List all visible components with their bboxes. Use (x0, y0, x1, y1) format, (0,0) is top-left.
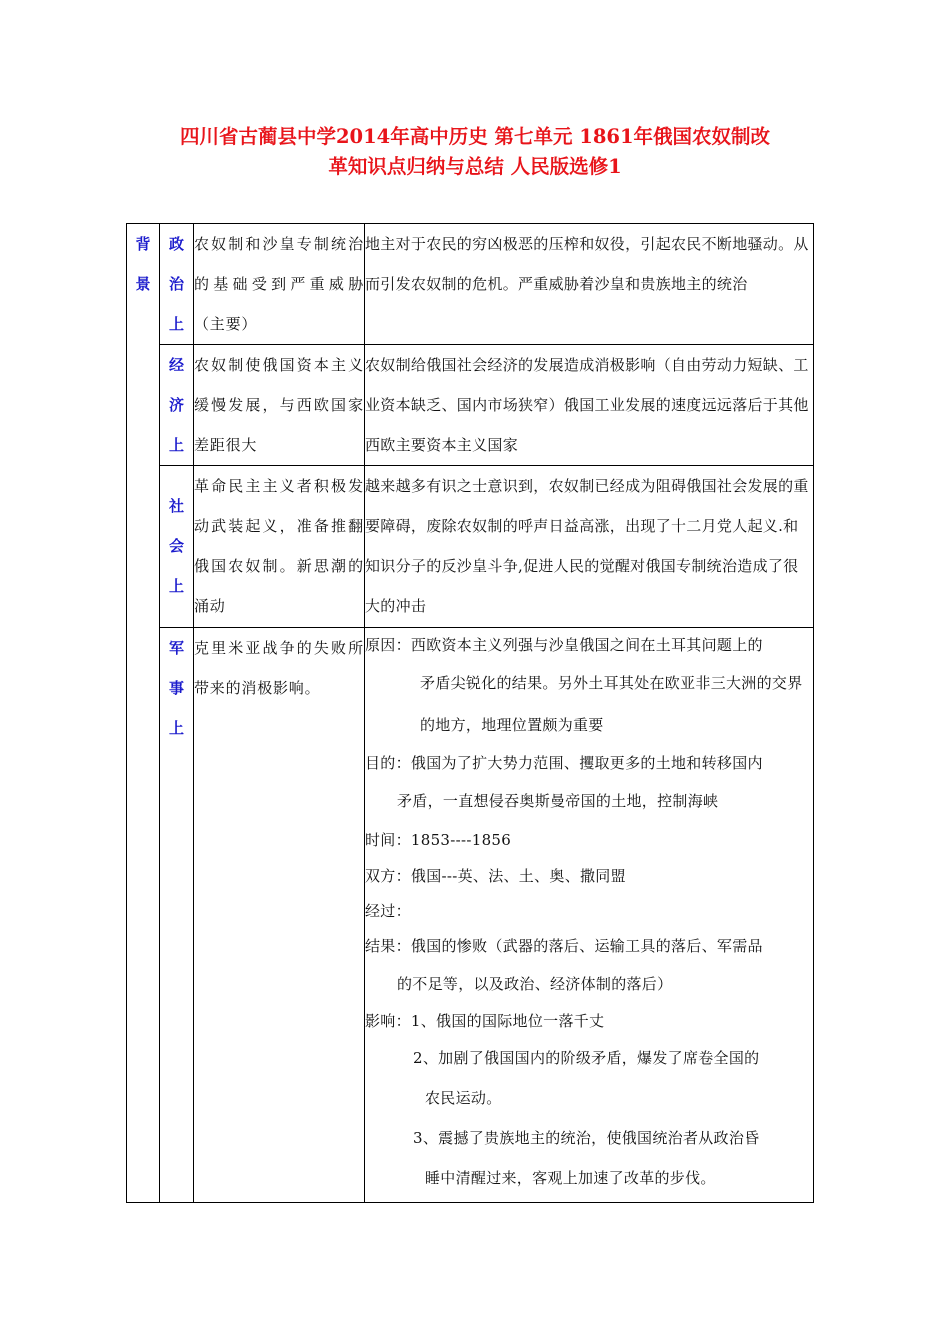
label-char: 事 (168, 679, 184, 697)
label-char: 军 (168, 639, 184, 657)
label-char: 上 (168, 436, 184, 454)
category-cell-background (127, 224, 160, 1203)
table-row-society (127, 466, 814, 628)
label-char: 经 (168, 356, 184, 374)
summary-cell-economy: 农奴制使俄国资本主义缓慢发展，与西欧国家差距很大 (194, 345, 365, 466)
impact-line-2: 2、加剧了俄国国内的阶级矛盾，爆发了席卷全国的 (413, 1049, 760, 1067)
document-title (120, 122, 830, 182)
title-line-2: 革知识点归纳与总结 人民版选修1 (328, 155, 622, 178)
label-char: 社 (168, 497, 184, 515)
impact-line-3-continuation: 睡中清醒过来，客观上加速了改革的步伐。 (425, 1169, 716, 1187)
impact-line-1: 影响：1、俄国的国际地位一落千丈 (365, 1012, 605, 1030)
table-row-military (127, 628, 814, 1203)
label-char: 治 (168, 275, 184, 293)
summary-cell-politics: 农奴制和沙皇专制统治的基础受到严重威胁（主要） (194, 224, 365, 345)
detail-cell-economy: 农奴制给俄国社会经济的发展造成消极影响（自由劳动力短缺、工业资本缺乏、国内市场狭窄）俄国工业发展的速度远远落后于其他西欧主要资本主义国家 (365, 345, 814, 466)
summary-cell-military: 克里米亚战争的失败所带来的消极影响。 (194, 628, 365, 1203)
row-label-military (160, 628, 194, 1203)
detail-cell-military (365, 628, 814, 1203)
result-continuation: 的不足等，以及政治、经济体制的落后） (397, 975, 673, 993)
category-char: 背 (135, 235, 151, 253)
aim-continuation: 矛盾，一直想侵吞奥斯曼帝国的土地，控制海峡 (397, 792, 719, 810)
process-line: 经过： (365, 902, 411, 920)
label-char: 会 (168, 537, 184, 555)
summary-table (126, 223, 814, 1203)
row-label-economy (160, 345, 194, 466)
cause-line: 原因：西欧资本主义列强与沙皇俄国之间在土耳其问题上的 (365, 636, 763, 654)
table-row-politics (127, 224, 814, 345)
label-char: 上 (168, 577, 184, 595)
label-char: 济 (168, 396, 184, 414)
label-char: 上 (168, 719, 184, 737)
impact-line-3: 3、震撼了贵族地主的统治，使俄国统治者从政治昏 (413, 1129, 760, 1147)
row-label-politics (160, 224, 194, 345)
time-line: 时间：1853----1856 (365, 831, 512, 849)
summary-cell-society: 革命民主主义者积极发动武装起义，准备推翻俄国农奴制。新思潮的涌动 (194, 466, 365, 628)
detail-cell-society: 越来越多有识之士意识到，农奴制已经成为阻碍俄国社会发展的重要障碍，废除农奴制的呼声日益高涨，出现了十二月党人起义.和知识分子的反沙皇斗争,促进人民的觉醒对俄国专制统治造成了很大的冲击 (365, 466, 814, 628)
result-line: 结果：俄国的惨败（武器的落后、运输工具的落后、军需品 (365, 937, 763, 955)
row-label-society (160, 466, 194, 628)
category-char: 景 (135, 275, 151, 293)
sides-line: 双方：俄国---英、法、土、奥、撒同盟 (365, 867, 626, 885)
aim-line: 目的：俄国为了扩大势力范围、攫取更多的土地和转移国内 (365, 754, 763, 772)
title-line-1: 四川省古蔺县中学2014年高中历史 第七单元 1861年俄国农奴制改 (179, 125, 771, 148)
label-char: 上 (168, 315, 184, 333)
table-row-economy (127, 345, 814, 466)
cause-continuation: 矛盾尖锐化的结果。另外土耳其处在欧亚非三大洲的交界的地方，地理位置颇为重要 (420, 674, 803, 734)
detail-cell-politics: 地主对于农民的穷凶极恶的压榨和奴役，引起农民不断地骚动。从而引发农奴制的危机。严重威胁着沙皇和贵族地主的统治 (365, 224, 814, 345)
label-char: 政 (168, 235, 184, 253)
impact-line-2-continuation: 农民运动。 (425, 1089, 502, 1107)
